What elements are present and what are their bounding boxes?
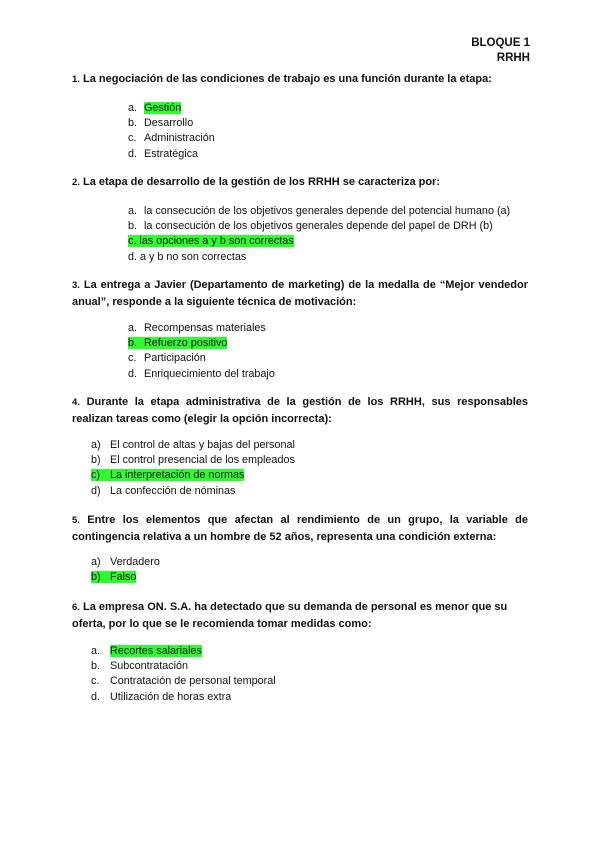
option-a: a. la consecución de los objetivos generales depende del potencial humano (a) [128,205,511,217]
option-c: c. Administración [128,132,215,145]
question-4 [72,394,528,427]
option-a: a) Verdadero [91,556,160,568]
option-d: d. a y b no son correctas [128,250,247,263]
option-d: d) La confección de nóminas [91,484,236,497]
option-d: d. Enriquecimiento del trabajo [128,367,275,380]
question-text: La etapa de desarrollo de la gestión de los RRHH se caracteriza por: [83,176,441,188]
correct-answer-highlight: b. Refuerzo positivo [128,337,228,350]
block-title: BLOQUE 1 [471,37,530,49]
question-text: La entrega a Javier (Departamento de marketing) de la medalla de “Mejor vendedor anual”, responde a la siguiente técnica de motivación: [72,279,528,308]
option-b [91,570,160,585]
option-c: c. Participación [128,352,206,365]
correct-answer-highlight: c) La interpretación de normas [91,469,245,482]
question-1 [72,71,528,88]
option-b: b. la consecución de los objetivos generales depende del papel de DRH (b) [128,220,493,233]
question-text: La empresa ON. S.A. ha detectado que su demanda de personal es menor que su oferta, por lo que se le recomienda tomar medidas como: [72,601,508,630]
option-a: a) El control de altas y bajas del personal [91,439,295,451]
correct-answer-highlight: c. las opciones a y b son correctas [128,235,294,248]
option-a: a. Gestión [128,102,182,114]
option-c: c. Contratación de personal temporal [91,675,276,688]
question-text: La negociación de las condiciones de trabajo es una función durante la etapa: [83,73,492,85]
question-5 [72,512,528,545]
question-number: 4. [72,397,80,408]
correct-answer-highlight: Recortes salariales [110,645,202,657]
question-number: 5. [72,515,80,526]
question-number: 1. [72,74,80,85]
question-6 [72,599,528,632]
option-b: b. Desarrollo [128,117,194,130]
option-c [128,234,510,249]
options-3 [128,321,275,382]
option-b [128,336,275,351]
option-c [91,468,295,483]
document-header [471,36,530,66]
options-1 [128,101,215,162]
options-6 [91,644,276,705]
question-number: 2. [72,177,80,188]
question-number: 3. [72,280,80,291]
question-text: Durante la etapa administrativa de la gestión de los RRHH, sus responsables realizan tareas como (elegir la opción incorrecta): [72,396,528,425]
option-a: a. Recompensas materiales [128,322,266,334]
question-text: Entre los elementos que afectan al rendimiento de un grupo, la variable de contingencia relativa a un hombre de 52 años, representa una condición externa: [72,514,528,543]
options-5 [91,555,160,585]
options-2 [128,204,510,265]
options-4 [91,438,295,499]
subject-title: RRHH [496,52,530,64]
question-2 [72,174,528,191]
correct-answer-highlight: b) Falso [91,571,137,584]
correct-answer-highlight: Gestión [144,102,182,114]
option-d: d. Estratégica [128,147,199,160]
question-3 [72,277,528,310]
option-a: a. Recortes salariales [91,645,202,657]
option-b: b. Subcontratación [91,660,189,673]
option-b: b) El control presencial de los empleados [91,454,295,467]
question-number: 6. [72,602,80,613]
option-d: d. Utilización de horas extra [91,690,232,703]
